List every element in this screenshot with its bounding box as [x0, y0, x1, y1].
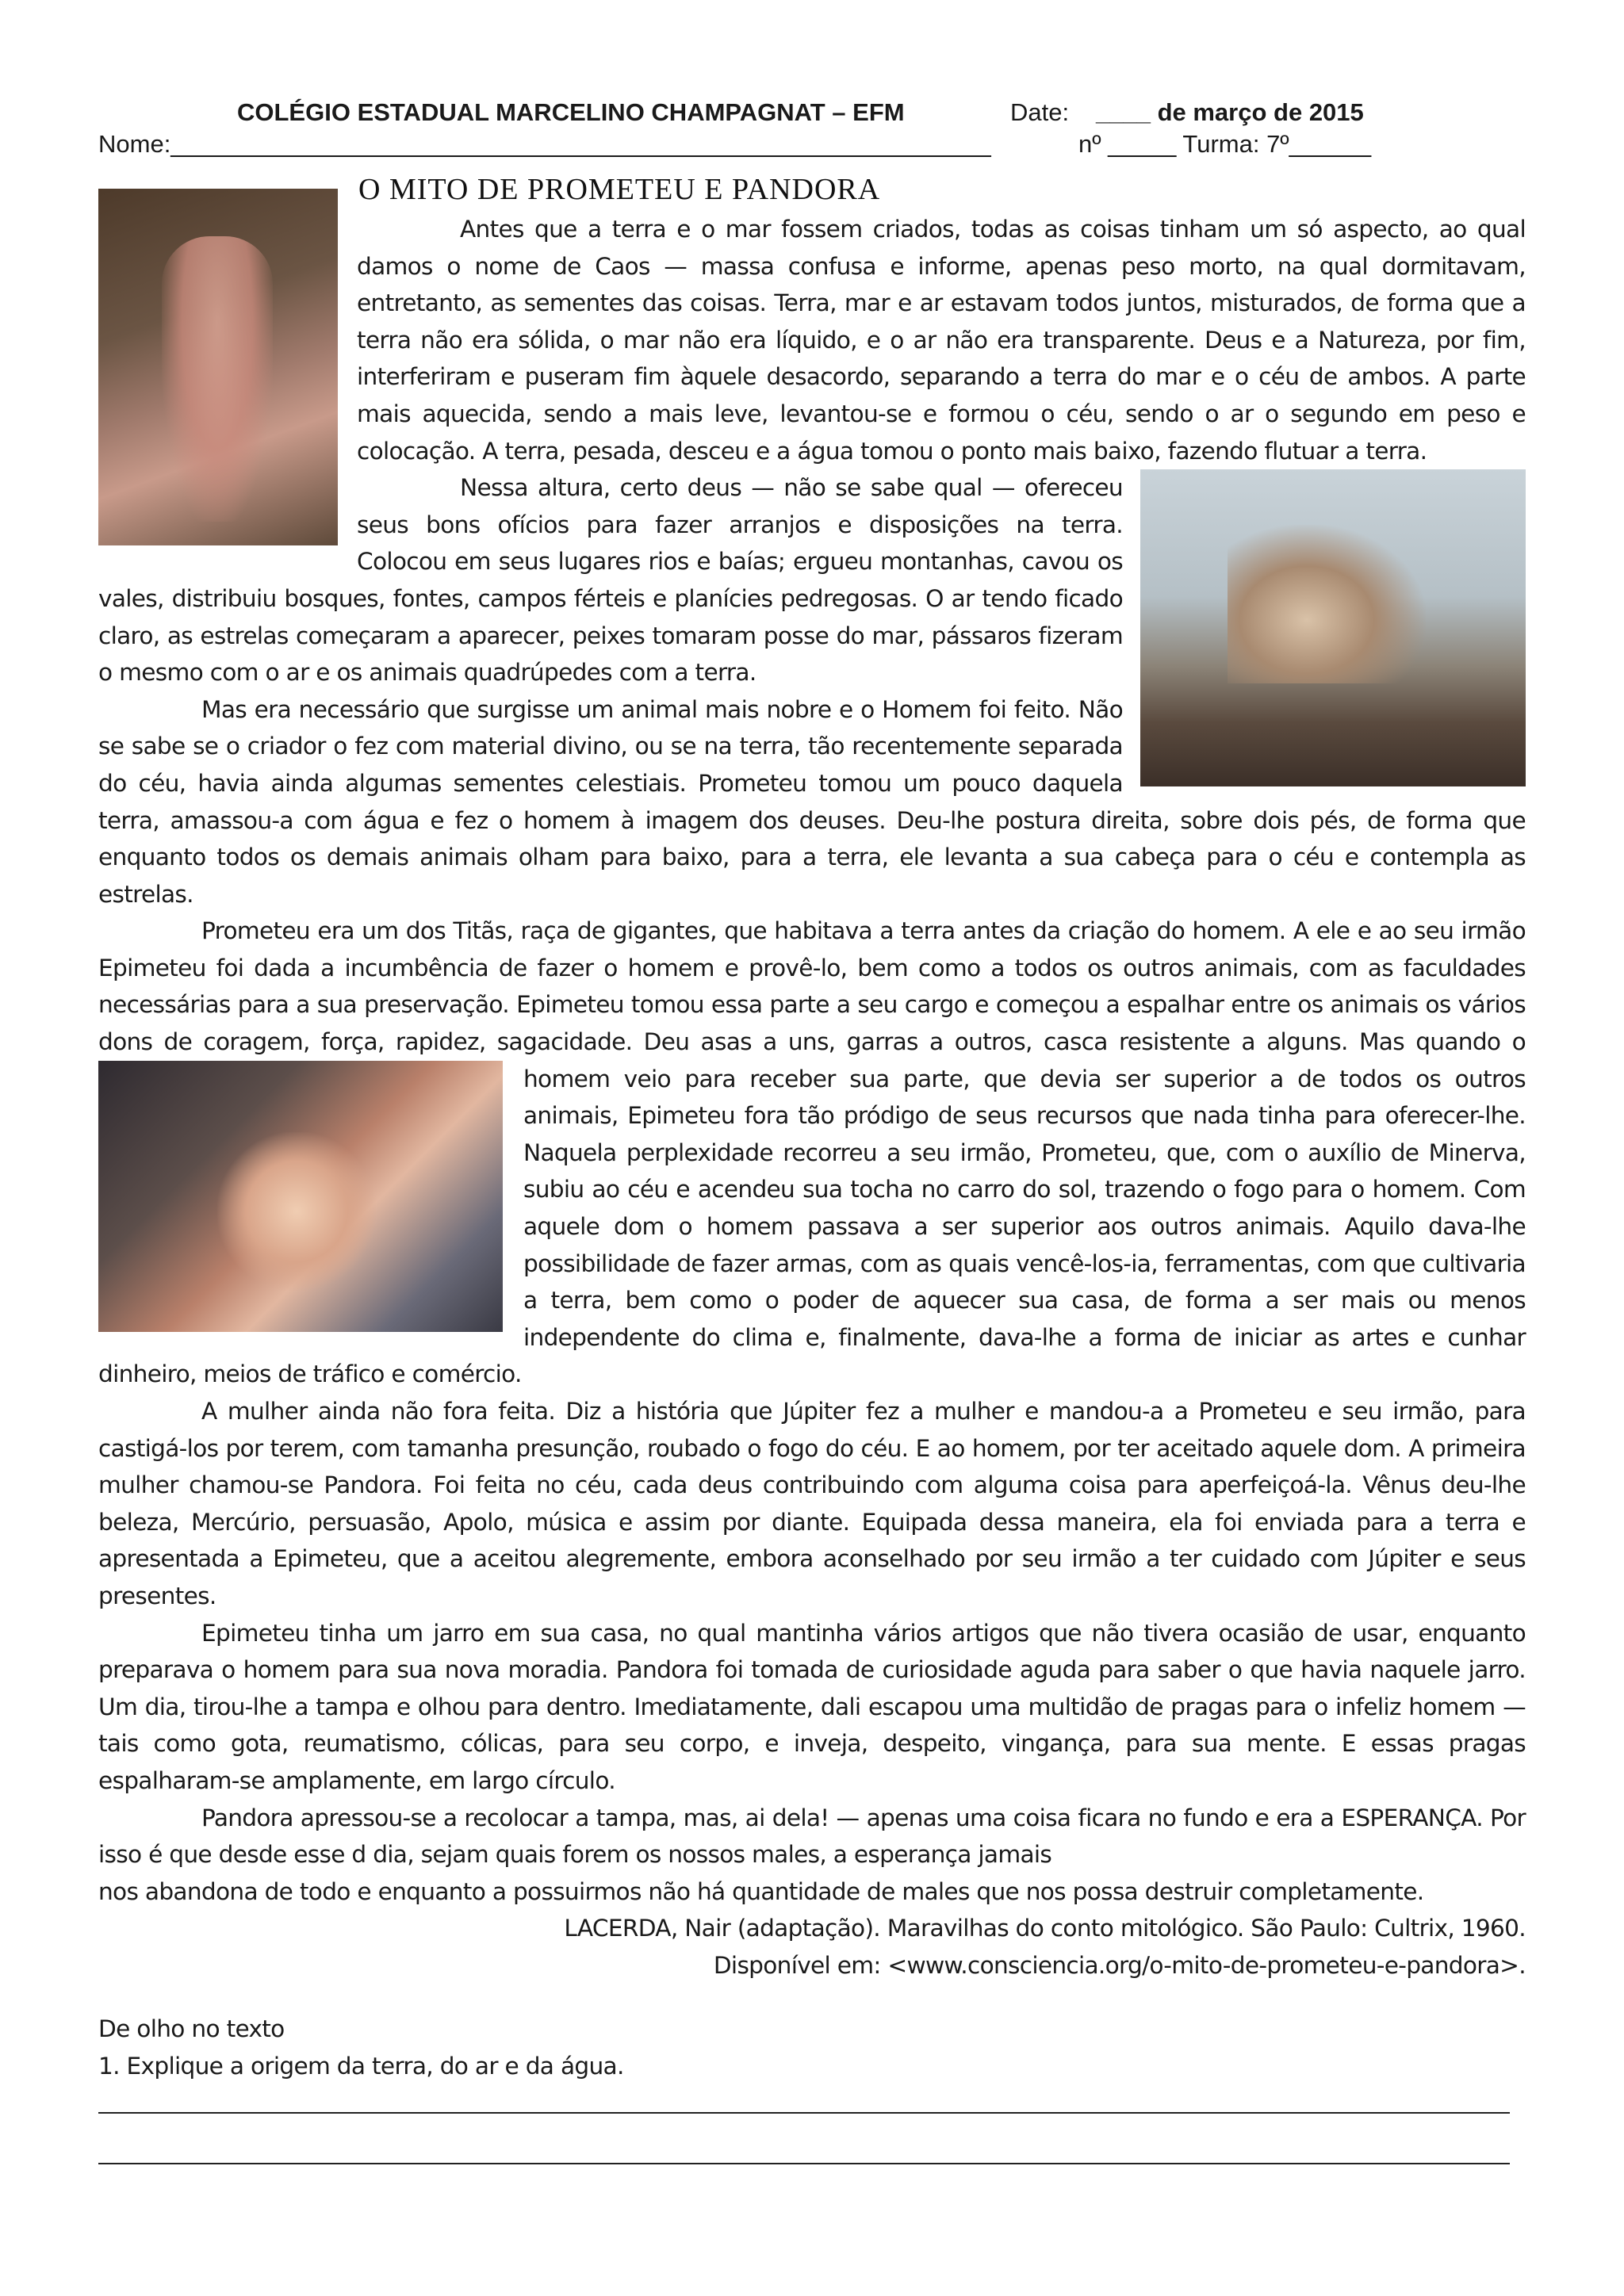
number-class-field: nº _____ Turma: 7º______	[1078, 130, 1372, 158]
answer-line-1[interactable]	[98, 2112, 1510, 2114]
answer-line-2[interactable]	[98, 2163, 1510, 2164]
pandora-painting-image	[98, 189, 338, 545]
date-value: ____ de março de 2015	[1096, 98, 1364, 126]
questions-heading: De olho no texto	[98, 2015, 285, 2042]
name-field: Nome:____________________________________________________________	[98, 130, 991, 158]
paragraph-5: A mulher ainda não fora feita. Diz a história que Júpiter fez a mulher e mandou-a a Prometeu e seu irmão, para castigá-los por terem, com tamanha presunção, roubado o fogo do céu. E ao homem, por ter aceitado aquele dom. A primeira mulher chamou-se Pandora. Foi feita no céu, cada deus contribuindo com alguma coisa para aperfeiçoá-la. Vênus deu-lhe beleza, Mercúrio, persuasão, Apolo, música e assim por diante. Equipada dessa maneira, ela foi enviada para a terra e apresentada a Epimeteu, que a aceitou alegremente, embora aconselhado por seu irmão a ter cuidado com Júpiter e seus presentes.	[98, 1398, 1526, 1609]
paragraph-6: Epimeteu tinha um jarro em sua casa, no qual mantinha vários artigos que não tivera ocasião de usar, enquanto preparava o homem para sua nova moradia. Pandora foi tomada de curiosidade aguda para saber o que havia naquele jarro. Um dia, tirou-lhe a tampa e olhou para dentro. Imediatamente, dali escapou uma multidão de pragas para o infeliz homem — tais como gota, reumatismo, cólicas, para seu corpo, e inveja, despeito, vingança, para sua mente. E essas pragas espalharam-se amplamente, em largo círculo.	[98, 1619, 1526, 1794]
source-url: Disponível em: <www.consciencia.org/o-mito-de-prometeu-e-pandora>.	[713, 1951, 1526, 1979]
school-name: COLÉGIO ESTADUAL MARCELINO CHAMPAGNAT – EFM	[237, 98, 905, 126]
prometheus-painting-image	[1140, 469, 1526, 786]
paragraph-1: Antes que a terra e o mar fossem criados, todas as coisas tinham um só aspecto, ao qual damos o nome de Caos — massa confusa e informe, apenas peso morto, na qual dormitavam, entretanto, as sementes das coisas. Terra, mar e ar estavam todos juntos, misturados, de forma que a terra não era sólida, o mar não era líquido, e o ar não era transparente. Deus e a Natureza, por fim, interferiram e puseram fim àquele desacordo, separando a terra do mar e o céu de ambos. A parte mais aquecida, sendo a mais leve, levantou-se e formou o céu, sendo o ar o segundo em peso e colocação. A terra, pesada, desceu e a água tomou o ponto mais baixo, fazendo flutuar a terra.	[357, 216, 1526, 465]
paragraph-4: Prometeu era um dos Titãs, raça de gigantes, que habitava a terra antes da criação do homem. A ele e ao seu irmão Epimeteu foi dada a incumbência de fazer o homem e provê-lo, bem como a todos os outros animais, com as faculdades necessárias para a sua preservação. Epimeteu tomou essa parte a seu cargo e começou a espalhar entre os animais os vários dons de coragem, força, rapidez, sagacidade. Deu asas a uns, garras a outros, casca resistente a alguns. Mas quando o homem veio para receber sua parte, que devia ser superior a de todos os outros animais, Epimeteu fora tão pródigo de seus recursos que nada tinha para oferecer-lhe. Naquela perplexidade recorreu a seu irmão, Prometeu, que, com o auxílio de Minerva, subiu ao céu e acendeu sua tocha no carro do sol, trazendo o fogo para o homem. Com aquele dom o homem passava a ser superior aos outros animais. Aquilo dava-lhe possibilidade de fazer armas, com as quais vencê-los-ia, ferramentas, com que cultivaria a terra, bem como o poder de aquecer sua casa, de forma a ser mais ou menos independente do clima e, finalmente, dava-lhe a forma de iniciar as artes e cunhar dinheiro, meios de tráfico e comércio.	[98, 917, 1526, 1388]
paragraph-7: Pandora apressou-se a recolocar a tampa, mas, ai dela! — apenas uma coisa ficara no fundo e era a ESPERANÇA. Por isso é que desde esse d dia, sejam quais forem os nossos males, a esperança jamais	[98, 1804, 1526, 1869]
question-1: 1. Explique a origem da terra, do ar e da água.	[98, 2052, 624, 2080]
paragraph-2: Nessa altura, certo deus — não se sabe qual — ofereceu seus bons ofícios para fazer arranjos e disposições na terra. Colocou em seus lugares rios e baías; ergueu montanhas, cavou os vales, distribuiu bosques, fontes, campos férteis e planícies pedregosas. O ar tendo ficado claro, as estrelas começaram a aparecer, peixes tomaram posse do mar, pássaros fizeram o mesmo com o ar e os animais quadrúpedes com a terra.	[98, 474, 1123, 687]
source-citation: LACERDA, Nair (adaptação). Maravilhas do conto mitológico. São Paulo: Cultrix, 1960.	[564, 1915, 1526, 1942]
zeus-cupid-painting-image	[98, 1061, 503, 1332]
date-label: Date:	[1010, 98, 1070, 126]
paragraph-3: Mas era necessário que surgisse um animal mais nobre e o Homem foi feito. Não se sabe se o criador o fez com material divino, ou se na terra, tão recentemente separada do céu, havia ainda algumas sementes celestiais. Prometeu tomou um pouco daquela terra, amassou-a com água e fez o homem à imagem dos deuses. Deu-lhe postura direita, sobre dois pés, de forma que enquanto todos os demais animais olham para baixo, para a terra, ele levanta a sua cabeça para o céu e contempla as estrelas.	[98, 695, 1526, 908]
questions-section	[98, 2011, 1526, 2084]
paragraph-8: nos abandona de todo e enquanto a possuirmos não há quantidade de males que nos possa destruir completamente.	[98, 1877, 1424, 1905]
article-title: O MITO DE PROMETEU E PANDORA	[358, 173, 881, 206]
article-body	[98, 211, 1526, 1984]
